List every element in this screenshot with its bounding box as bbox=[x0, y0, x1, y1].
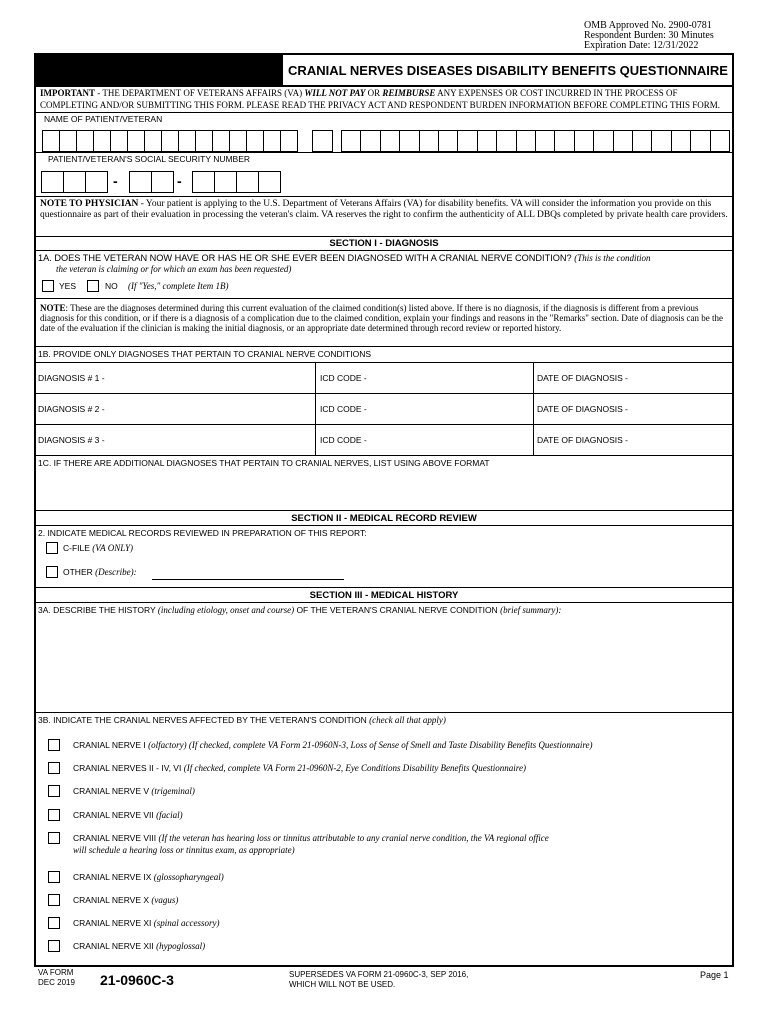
section-3-title: SECTION III - MEDICAL HISTORY bbox=[309, 590, 459, 601]
question-1a-note-2: the veteran is claiming or for which an exam has been requested) bbox=[56, 264, 292, 274]
question-1c: 1C. IF THERE ARE ADDITIONAL DIAGNOSES THAT PERTAIN TO CRANIAL NERVES, LIST USING ABOVE FORMAT bbox=[38, 458, 490, 468]
divider bbox=[34, 510, 734, 511]
cranial-nerve-label: CRANIAL NERVE XI bbox=[73, 918, 154, 928]
name-char-box[interactable] bbox=[161, 130, 179, 152]
cranial-nerve-note: (If checked, complete VA Form 21-0960N-2, Eye Conditions Disability Benefits Questionnaire) bbox=[183, 763, 526, 773]
column-divider bbox=[533, 362, 534, 455]
name-char-box[interactable] bbox=[263, 130, 281, 152]
important-lead: IMPORTANT bbox=[40, 88, 96, 98]
diagnosis-note-text: : These are the diagnoses determined during this current evaluation of the claimed condition(s) listed above. If there is no diagnosis, if the diagnosis is different from a previous diagnosis for this condition, or if there is a diagnosis of a complication due to the claimed condition, explain your findings and reasons in the "Remarks" section. Date of diagnosis can be the date of the evaluation if the clinician is making the initial diagnosis, or an appropriate date determined through record review or reported history. bbox=[40, 303, 723, 333]
important-text-a: - THE DEPARTMENT OF VETERANS AFFAIRS (VA) bbox=[95, 88, 305, 98]
divider bbox=[34, 152, 734, 153]
name-char-box[interactable] bbox=[593, 130, 613, 152]
no-label: NO bbox=[105, 281, 118, 291]
cranial-nerve-option bbox=[73, 740, 593, 751]
divider bbox=[34, 393, 734, 394]
name-char-box[interactable] bbox=[535, 130, 555, 152]
name-char-box[interactable] bbox=[399, 130, 419, 152]
respondent-burden: Respondent Burden: 30 Minutes bbox=[584, 30, 714, 41]
note-to-physician bbox=[40, 199, 730, 220]
name-char-box[interactable] bbox=[127, 130, 145, 152]
question-1a-note: (This is the condition bbox=[574, 253, 651, 263]
ssn-separator: - bbox=[113, 173, 118, 189]
ssn-digit-box[interactable] bbox=[192, 171, 215, 193]
note-physician-text: - Your patient is applying to the U.S. Department of Veterans Affairs (VA) for disability benefits. VA will consider the information you provide on this questionnaire as part of their evaluation in processing the veteran's claim. VA reserves the right to confirm the authenticity of ALL DBQs completed by private health care providers. bbox=[40, 199, 728, 220]
question-3a: 3A. DESCRIBE THE HISTORY (including etiology, onset and course) OF THE VETERAN'S CRANIAL NERVE CONDITION (brief summary): bbox=[38, 605, 562, 615]
note-physician-lead: NOTE TO PHYSICIAN bbox=[40, 199, 139, 209]
diagnosis-3-label[interactable]: DIAGNOSIS # 3 - bbox=[38, 435, 105, 445]
cranial-nerve-note: (vagus) bbox=[151, 895, 179, 905]
divider bbox=[34, 196, 734, 197]
form-date: DEC 2019 bbox=[38, 978, 75, 987]
cranial-nerve-label: CRANIAL NERVES II - IV, VI bbox=[73, 763, 184, 773]
cranial-nerve-option bbox=[73, 895, 178, 906]
divider bbox=[34, 250, 734, 251]
name-char-box[interactable] bbox=[110, 130, 128, 152]
question-1b: 1B. PROVIDE ONLY DIAGNOSES THAT PERTAIN TO CRANIAL NERVE CONDITIONS bbox=[38, 349, 371, 359]
name-char-box[interactable] bbox=[477, 130, 497, 152]
other-option: OTHER (Describe): bbox=[63, 567, 137, 577]
ssn-label: PATIENT/VETERAN'S SOCIAL SECURITY NUMBER bbox=[48, 154, 251, 164]
important-or: OR bbox=[365, 88, 383, 98]
no-checkbox[interactable] bbox=[87, 280, 99, 292]
cranial-nerve-label: CRANIAL NERVE VIII bbox=[73, 833, 159, 843]
cranial-nerve-note: (facial) bbox=[156, 810, 183, 820]
name-char-box[interactable] bbox=[516, 130, 536, 152]
name-char-box[interactable] bbox=[690, 130, 710, 152]
expiration-date: Expiration Date: 12/31/2022 bbox=[584, 40, 699, 51]
cranial-nerve-checkbox[interactable] bbox=[48, 832, 60, 844]
ssn-separator: - bbox=[177, 173, 182, 189]
icd-code-1-label[interactable]: ICD CODE - bbox=[320, 373, 367, 383]
cranial-nerve-option bbox=[73, 918, 220, 929]
name-char-box[interactable] bbox=[59, 130, 77, 152]
c-file-option: C-FILE (VA ONLY) bbox=[63, 543, 134, 553]
icd-code-2-label[interactable]: ICD CODE - bbox=[320, 404, 367, 414]
cranial-nerve-note: (olfactory) (If checked, complete VA Form 21-0960N-3, Loss of Sense of Smell and Taste Disability Benefits Questionnaire) bbox=[148, 740, 593, 750]
name-char-box[interactable] bbox=[613, 130, 633, 152]
yes-label: YES bbox=[59, 281, 77, 291]
question-1a-text: 1A. DOES THE VETERAN NOW HAVE OR HAS HE OR SHE EVER BEEN DIAGNOSED WITH A CRANIAL NERVE CONDITION? bbox=[38, 253, 572, 263]
ssn-digit-box[interactable] bbox=[258, 171, 281, 193]
date-of-diagnosis-3-label[interactable]: DATE OF DIAGNOSIS - bbox=[537, 435, 628, 445]
name-char-box[interactable] bbox=[280, 130, 298, 152]
supersedes-line2: WHICH WILL NOT BE USED. bbox=[289, 980, 396, 989]
cranial-nerve-option bbox=[73, 941, 205, 952]
cranial-nerve-option bbox=[73, 872, 224, 883]
divider bbox=[34, 362, 734, 363]
supersedes-line1: SUPERSEDES VA FORM 21-0960C-3, SEP 2016, bbox=[289, 970, 469, 979]
name-char-box[interactable] bbox=[632, 130, 652, 152]
cranial-nerve-label: CRANIAL NERVE IX bbox=[73, 872, 154, 882]
name-char-box[interactable] bbox=[419, 130, 439, 152]
section-1-title: SECTION I - DIAGNOSIS bbox=[329, 238, 439, 249]
cranial-nerve-note: (If the veteran has hearing loss or tinnitus attributable to any cranial nerve condition, the VA regional office bbox=[158, 833, 549, 843]
important-text-b: ANY EXPENSES OR COST INCURRED IN THE PROCESS OF bbox=[435, 88, 678, 98]
cranial-nerve-option bbox=[73, 810, 183, 821]
other-describe-field[interactable] bbox=[152, 579, 344, 580]
ssn-digit-box[interactable] bbox=[63, 171, 86, 193]
cranial-nerve-option bbox=[73, 786, 195, 797]
diagnosis-1-label[interactable]: DIAGNOSIS # 1 - bbox=[38, 373, 105, 383]
other-checkbox[interactable] bbox=[46, 566, 58, 578]
cranial-nerve-note: (glossopharyngeal) bbox=[153, 872, 224, 882]
omb-number: OMB Approved No. 2900-0781 bbox=[584, 20, 712, 31]
va-form-label: VA FORM bbox=[38, 968, 74, 977]
cranial-nerve-note: (hypoglossal) bbox=[156, 941, 206, 951]
ssn-digit-box[interactable] bbox=[129, 171, 152, 193]
divider bbox=[34, 424, 734, 425]
yes-checkbox[interactable] bbox=[42, 280, 54, 292]
omb-info bbox=[584, 21, 714, 51]
header-black-bar bbox=[35, 54, 283, 86]
cranial-nerve-checkbox[interactable] bbox=[48, 917, 60, 929]
name-char-box[interactable] bbox=[651, 130, 671, 152]
name-char-box[interactable] bbox=[229, 130, 247, 152]
name-char-box[interactable] bbox=[246, 130, 264, 152]
ssn-digit-box[interactable] bbox=[41, 171, 64, 193]
important-notice bbox=[40, 88, 730, 99]
diagnosis-2-label[interactable]: DIAGNOSIS # 2 - bbox=[38, 404, 105, 414]
name-char-box[interactable] bbox=[380, 130, 400, 152]
diagnosis-note bbox=[40, 303, 730, 333]
ssn-digit-box[interactable] bbox=[151, 171, 174, 193]
cranial-nerve-note-line2: will schedule a hearing loss or tinnitus exam, as appropriate) bbox=[73, 845, 295, 855]
name-char-box[interactable] bbox=[76, 130, 94, 152]
name-char-box[interactable] bbox=[195, 130, 213, 152]
no-note: (If "Yes," complete Item 1B) bbox=[128, 281, 229, 291]
c-file-checkbox[interactable] bbox=[46, 542, 58, 554]
name-char-box[interactable] bbox=[457, 130, 477, 152]
page-number: Page 1 bbox=[700, 970, 729, 980]
cranial-nerve-label: CRANIAL NERVE V bbox=[73, 786, 152, 796]
name-char-box[interactable] bbox=[341, 130, 361, 152]
name-char-box[interactable] bbox=[144, 130, 162, 152]
divider bbox=[34, 455, 734, 456]
cranial-nerve-label: CRANIAL NERVE X bbox=[73, 895, 152, 905]
column-divider bbox=[315, 362, 316, 455]
reimburse: REIMBURSE bbox=[382, 88, 436, 98]
icd-code-3-label[interactable]: ICD CODE - bbox=[320, 435, 367, 445]
name-char-box[interactable] bbox=[178, 130, 196, 152]
divider bbox=[34, 112, 734, 113]
divider bbox=[34, 236, 734, 237]
cranial-nerve-checkbox[interactable] bbox=[48, 785, 60, 797]
cranial-nerve-checkbox[interactable] bbox=[48, 940, 60, 952]
form-number: 21-0960C-3 bbox=[100, 972, 174, 988]
cranial-nerve-checkbox[interactable] bbox=[48, 894, 60, 906]
cranial-nerve-option bbox=[73, 833, 549, 844]
cranial-nerve-label: CRANIAL NERVE I bbox=[73, 740, 149, 750]
name-char-box[interactable] bbox=[42, 130, 60, 152]
date-of-diagnosis-1-label[interactable]: DATE OF DIAGNOSIS - bbox=[537, 373, 628, 383]
cranial-nerve-label: CRANIAL NERVE VII bbox=[73, 810, 157, 820]
question-1a bbox=[38, 253, 650, 264]
cranial-nerve-note: (spinal accessory) bbox=[153, 918, 220, 928]
name-char-box[interactable] bbox=[438, 130, 458, 152]
cranial-nerve-checkbox[interactable] bbox=[48, 809, 60, 821]
divider bbox=[34, 346, 734, 347]
ssn-digit-box[interactable] bbox=[85, 171, 108, 193]
patient-name-label: NAME OF PATIENT/VETERAN bbox=[44, 114, 163, 124]
name-char-box[interactable] bbox=[574, 130, 594, 152]
name-char-box[interactable] bbox=[496, 130, 516, 152]
form-title: CRANIAL NERVES DISEASES DISABILITY BENEFITS QUESTIONNAIRE bbox=[288, 62, 728, 78]
question-3b: 3B. INDICATE THE CRANIAL NERVES AFFECTED BY THE VETERAN'S CONDITION (check all that apply) bbox=[38, 715, 446, 725]
divider bbox=[34, 712, 734, 713]
ssn-digit-box[interactable] bbox=[214, 171, 237, 193]
name-char-box[interactable] bbox=[93, 130, 111, 152]
date-of-diagnosis-2-label[interactable]: DATE OF DIAGNOSIS - bbox=[537, 404, 628, 414]
divider bbox=[34, 298, 734, 299]
diagnosis-note-lead: NOTE bbox=[40, 303, 66, 313]
cranial-nerve-option bbox=[73, 763, 526, 774]
name-char-box[interactable] bbox=[671, 130, 691, 152]
name-char-box[interactable] bbox=[710, 130, 730, 152]
cranial-nerve-label: CRANIAL NERVE XII bbox=[73, 941, 157, 951]
divider bbox=[34, 587, 734, 588]
cranial-nerve-checkbox[interactable] bbox=[48, 871, 60, 883]
name-char-box[interactable] bbox=[554, 130, 574, 152]
will-not-pay: WILL NOT PAY bbox=[304, 88, 366, 98]
name-char-box[interactable] bbox=[360, 130, 380, 152]
divider bbox=[34, 525, 734, 526]
divider bbox=[34, 602, 734, 603]
ssn-digit-box[interactable] bbox=[236, 171, 259, 193]
question-2: 2. INDICATE MEDICAL RECORDS REVIEWED IN PREPARATION OF THIS REPORT: bbox=[38, 528, 367, 538]
cranial-nerve-checkbox[interactable] bbox=[48, 739, 60, 751]
section-2-title: SECTION II - MEDICAL RECORD REVIEW bbox=[291, 513, 477, 524]
middle-initial-box[interactable] bbox=[312, 130, 333, 152]
name-char-box[interactable] bbox=[212, 130, 230, 152]
divider bbox=[34, 85, 734, 87]
important-line2: COMPLETING AND/OR SUBMITTING THIS FORM. PLEASE READ THE PRIVACY ACT AND RESPONDENT BURDEN INFORMATION BEFORE COMPLETING THIS FORM. bbox=[40, 100, 720, 110]
cranial-nerve-checkbox[interactable] bbox=[48, 762, 60, 774]
cranial-nerve-note: (trigeminal) bbox=[151, 786, 195, 796]
